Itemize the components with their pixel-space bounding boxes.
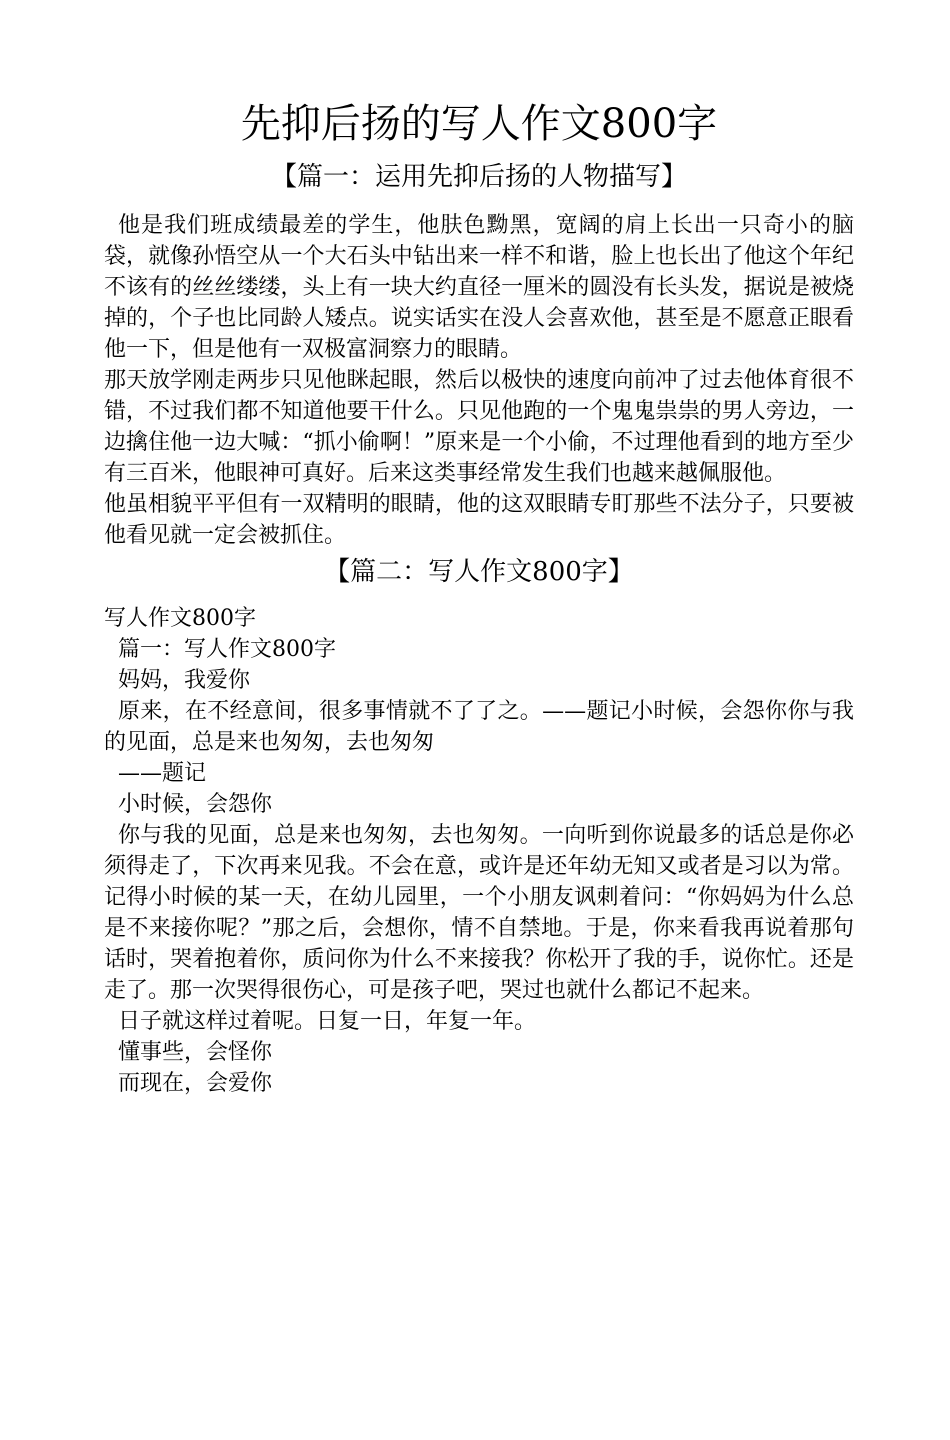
section-2-line-subtitle: 篇一：写人作文800字 [118, 637, 336, 662]
section-1-body [104, 210, 854, 551]
section-2-line-epigraph-label: ——题记 [118, 761, 207, 786]
section-2-line-childhood: 小时候，会怨你 [118, 792, 273, 817]
section-1-heading: 【篇一：运用先抑后扬的人物描写】 [270, 162, 687, 192]
section-1-paragraph-2: 那天放学刚走两步只见他眯起眼，然后以极快的速度向前冲了过去他体育很不错，不过我们都不知道他要干什么。只见他跑的一个鬼鬼祟祟的男人旁边，一边擒住他一边大喊：“抓小偷啊！”原来是一个小偷，不过理他看到的地方至少有三百米，他眼神可真好。后来这类事经常发生我们也越来越佩服他。 [104, 368, 854, 486]
document-title: 先抑后扬的写人作文800字 [240, 101, 718, 147]
section-2-line-days: 日子就这样过着呢。日复一日，年复一年。 [118, 1009, 537, 1034]
section-1-paragraph-1: 他是我们班成绩最差的学生，他肤色黝黑，宽阔的肩上长出一只奇小的脑袋，就像孙悟空从一个大石头中钻出来一样不和谐，脸上也长出了他这个年纪不该有的丝丝缕缕，头上有一块大约直径一厘米的圆没有长头发，据说是被烧掉的，个子也比同龄人矮点。说实话实在没人会喜欢他，甚至是不愿意正眼看他一下，但是他有一双极富洞察力的眼睛。 [104, 213, 854, 362]
section-2-heading: 【篇二：写人作文800字】 [324, 557, 634, 587]
section-2-paragraph-main: 你与我的见面，总是来也匆匆，去也匆匆。一向听到你说最多的话总是你必须得走了，下次再来见我。不会在意，或许是还年幼无知又或者是习以为常。记得小时候的某一天，在幼儿园里，一个小朋友讽刺着问：“你妈妈为什么总是不来接你呢？”那之后，会想你，情不自禁地。于是，你来看我再说着那句话时，哭着抱着你，质问你为什么不来接我？你松开了我的手，说你忙。还是走了。那一次哭得很伤心，可是孩子吧，哭过也就什么都记不起来。 [104, 823, 854, 1003]
section-2-line-now: 而现在，会爱你 [118, 1071, 273, 1096]
section-2-line-essay-title: 妈妈，我爱你 [118, 668, 251, 693]
section-2-body [104, 603, 854, 1099]
section-1-paragraph-3: 他虽相貌平平但有一双精明的眼睛，他的这双眼睛专盯那些不法分子，只要被他看见就一定会被抓住。 [104, 492, 854, 548]
section-2-line-sensible: 懂事些，会怪你 [118, 1040, 273, 1065]
section-2-line-title: 写人作文800字 [104, 606, 256, 631]
section-2-paragraph-epigraph: 原来，在不经意间，很多事情就不了了之。——题记小时候，会怨你你与我的见面，总是来也匆匆，去也匆匆 [104, 699, 854, 755]
document-page [0, 96, 950, 1440]
